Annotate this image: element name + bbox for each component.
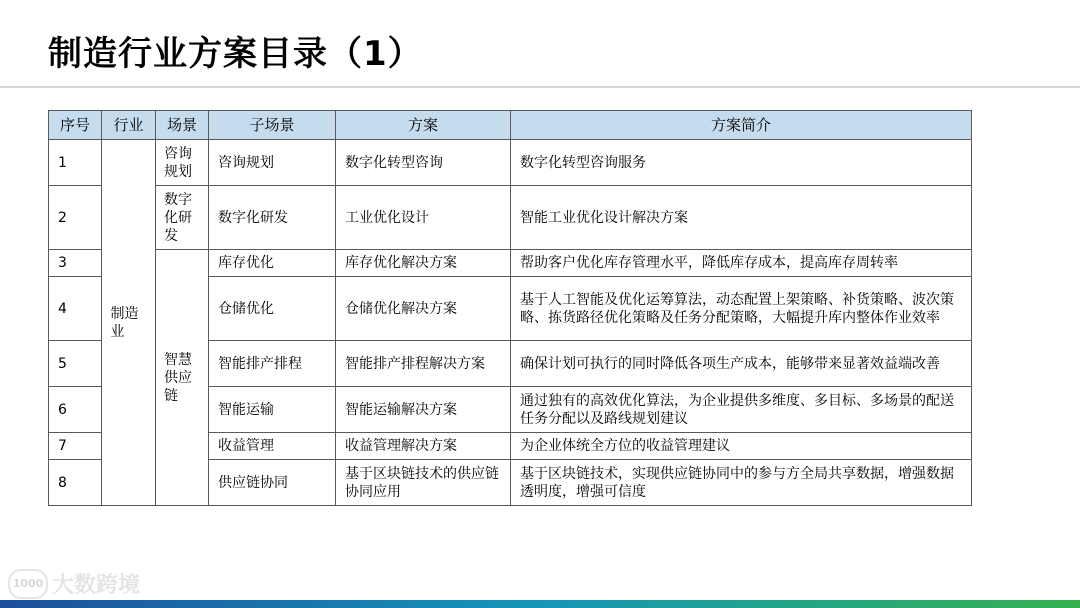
table-header-row [49,111,972,140]
plan-cell: 智能排产排程解决方案 [336,341,511,387]
subscene-cell: 仓储优化 [209,277,336,341]
industry-cell [102,140,156,506]
description-cell: 智能工业优化设计解决方案 [511,186,972,250]
title-divider [0,86,1080,88]
header-scene: 场景 [156,111,209,140]
header-industry: 行业 [102,111,156,140]
row-number: 6 [49,387,102,433]
scene-label: 智慧供应链 [164,351,192,404]
description-cell: 基于人工智能及优化运筹算法，动态配置上架策略、补货策略、波次策略、拣货路径优化策略及任务分配策略，大幅提升库内整体作业效率 [511,277,972,341]
row-number: 4 [49,277,102,341]
subscene-cell: 库存优化 [209,250,336,277]
scene-cell [156,186,209,250]
row-number: 1 [49,140,102,186]
brand-logo-icon: 1000 [8,569,48,599]
page-title: 制造行业方案目录（1） [48,34,423,74]
header-plan: 方案 [336,111,511,140]
row-number: 7 [49,433,102,460]
description-cell: 数字化转型咨询服务 [511,140,972,186]
subscene-cell: 数字化研发 [209,186,336,250]
brand-name: 大数跨境 [52,573,141,598]
plan-cell: 仓储优化解决方案 [336,277,511,341]
header-seq: 序号 [49,111,102,140]
plan-cell: 工业优化设计 [336,186,511,250]
table-row [49,140,972,186]
header-description: 方案简介 [511,111,972,140]
description-cell: 确保计划可执行的同时降低各项生产成本，能够带来显著效益端改善 [511,341,972,387]
row-number: 8 [49,460,102,506]
description-cell: 为企业体统全方位的收益管理建议 [511,433,972,460]
table-row [49,250,972,277]
row-number: 5 [49,341,102,387]
subscene-cell: 供应链协同 [209,460,336,506]
plan-cell: 智能运输解决方案 [336,387,511,433]
subscene-cell: 咨询规划 [209,140,336,186]
scene-label: 数字化研发 [164,191,192,244]
scene-cell [156,250,209,506]
plan-cell: 库存优化解决方案 [336,250,511,277]
description-cell: 帮助客户优化库存管理水平，降低库存成本，提高库存周转率 [511,250,972,277]
watermark [8,568,140,599]
plan-cell: 基于区块链技术的供应链协同应用 [336,460,511,506]
subscene-cell: 智能排产排程 [209,341,336,387]
scene-cell [156,140,209,186]
solution-catalog-table [48,110,972,506]
plan-cell: 收益管理解决方案 [336,433,511,460]
industry-label: 制造业 [110,305,139,340]
description-cell: 基于区块链技术，实现供应链协同中的参与方全局共享数据，增强数据透明度，增强可信度 [511,460,972,506]
scene-label: 咨询规划 [164,145,192,180]
description-cell: 通过独有的高效优化算法，为企业提供多维度、多目标、多场景的配送任务分配以及路线规划建议 [511,387,972,433]
subscene-cell: 收益管理 [209,433,336,460]
subscene-cell: 智能运输 [209,387,336,433]
table-row [49,186,972,250]
plan-cell: 数字化转型咨询 [336,140,511,186]
row-number: 2 [49,186,102,250]
header-subscene: 子场景 [209,111,336,140]
footer-gradient-bar [0,600,1080,608]
row-number: 3 [49,250,102,277]
